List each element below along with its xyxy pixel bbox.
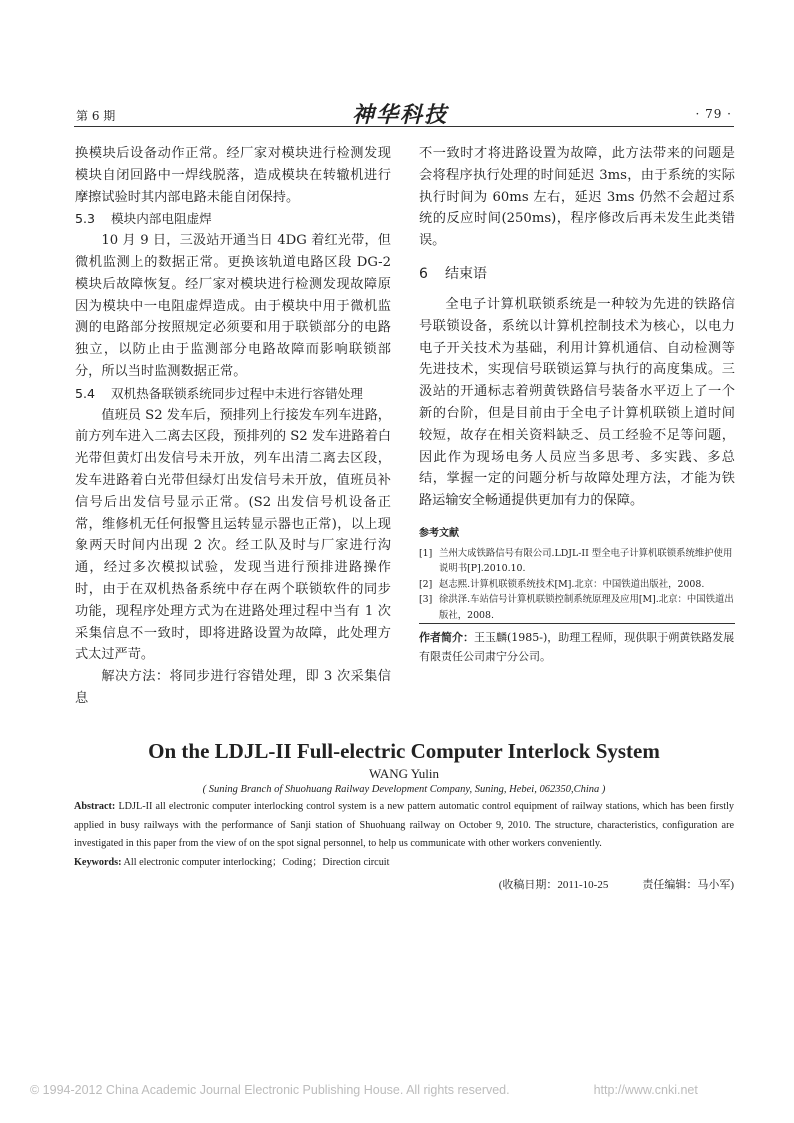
- section-title: 模块内部电阻虚焊: [111, 211, 212, 227]
- body-paragraph: 值班员 S2 发车后，预排列上行接发车列车进路，前方列车进入二离去区段，预排列的 S2 发车进路着白光带但黄灯出发信号未开放，列车出清二离去区段，发车进路着白光带但绿灯出发信号未开放，值班员补信号后出发信号显示正常。(S2 出发信号机设备正常，维修机无任何报警且运转显示器也正常)，以上现象两天时间内出现 2 次。经工队及时与厂家进行沟通，经过多次模拟试验，发现当进行预排进路操作时，由于在双机热备系统中存在两个联锁软件的同步功能，现程序处理方式为在进路处理过程中当有 1 次采集信息不一致时，即将进路设置为故障，此处理方式太过严苛。: [75, 407, 391, 663]
- left-column: [75, 143, 391, 710]
- reference-item: [419, 592, 735, 623]
- english-affiliation: ( Suning Branch of Shuohuang Railway Development Company, Suning, Hebei, 062350,China ): [202, 784, 606, 795]
- reference-number: [3]: [419, 594, 433, 606]
- body-paragraph: 解决方法：将同步进行容错处理，即 3 次采集信息: [75, 669, 391, 706]
- reference-item: [419, 577, 735, 593]
- received-date-line: [74, 876, 734, 892]
- section-heading-6: [419, 262, 735, 286]
- author-bio: [419, 623, 735, 666]
- section-heading-5-4: [75, 383, 391, 405]
- section-heading-5-3: [75, 208, 391, 230]
- cnki-link[interactable]: http://www.cnki.net: [593, 1083, 698, 1097]
- reference-number: [1]: [419, 547, 433, 559]
- keywords-label: Keywords:: [74, 856, 122, 868]
- body-paragraph: 全电子计算机联锁系统是一种较为先进的铁路信号联锁设备，系统以计算机控制技术为核心，以电力电子开关技术为基础，利用计算机通信、自动检测等先进技术，实现信号联锁运算与执行的高度集成。三汲站的开通标志着朔黄铁路信号装备水平迈上了一个新的台阶，但是目前由于全电子计算机联锁上道时间较短，故存在相关资料缺乏、员工经验不足等问题，因此作为现场电务人员应当多思考、多实践、多总结，掌握一定的问题分析与故障处理方法，才能为铁路运输安全畅通提供更加有力的保障。: [419, 296, 735, 509]
- english-title: On the LDJL-II Full-electric Computer Interlock System: [148, 739, 660, 763]
- body-paragraph: 换模块后设备动作正常。经厂家对模块进行检测发现模块自闭回路中一焊线脱落，造成模块在转辙机进行摩擦试验时其内部电路未能自闭保持。: [75, 146, 391, 205]
- section-number: 5.3: [75, 211, 96, 227]
- journal-logo: 神华科技: [352, 102, 449, 128]
- references-title: 参考文献: [419, 527, 459, 539]
- copyright-footer: [30, 1083, 698, 1097]
- reference-number: [2]: [419, 578, 433, 590]
- body-paragraph: 10 月 9 日，三汲站开通当日 4DG 着红光带，但微机监测上的数据正常。更换该轨道电路区段 DG-2 模块后故障恢复。经厂家对模块进行检测发现故障原因为模块中一电阻虚焊造成。由于模块中用于微机监测的电路部分按照规定必须要和用于联锁部分的电路独立，以防止由于监测部分电路故障而影响联锁部分，所以当时监测数据正常。: [75, 233, 391, 379]
- body-paragraph: 不一致时才将进路设置为故障，此方法带来的问题是会将程序执行处理的时间延迟 3ms，由于系统的实际执行时间为 60ms 左右，延迟 3ms 仍然不会超过系统的反应时间(250ms)，程序修改后再未发生此类错误。: [419, 146, 735, 249]
- section-title: 结束语: [445, 265, 487, 282]
- section-title: 双机热备联锁系统同步过程中未进行容错处理: [111, 385, 363, 401]
- author-bio-label: 作者简介：: [419, 631, 474, 644]
- issue-label: 第 6 期: [76, 109, 116, 123]
- reference-text: 兰州大成铁路信号有限公司.LDJL-II 型全电子计算机联锁系统维护使用说明书[P].2010.10.: [439, 547, 733, 575]
- english-abstract-block: [74, 738, 734, 892]
- section-number: 5.4: [75, 385, 96, 401]
- keywords-text: All electronic computer interlocking；Coding；Direction circuit: [121, 856, 390, 868]
- author-bio-text: 王玉麟(1985-)，助理工程师，现供职于朔黄铁路发展有限责任公司肃宁分公司。: [419, 631, 735, 663]
- section-number: 6: [419, 265, 428, 282]
- abstract-text: LDJL-II all electronic computer interlocking control system is a new pattern automatic control equipment of railway stations, which has been firstly applied in busy railways with the performance of Sanji station of Shuohuang railway on October 9, 2010. The structure, characteristics, configuration are investigated in this paper from the view of on the spot signal personnel, to help us communicate with other workers conveniently.: [74, 801, 734, 849]
- responsible-editor: 责任编辑：马小军): [642, 878, 734, 891]
- reference-text: 赵志熙.计算机联锁系统技术[M].北京：中国铁道出版社，2008.: [439, 578, 705, 590]
- english-abstract: [74, 798, 734, 854]
- english-keywords: [74, 854, 734, 872]
- reference-item: [419, 546, 735, 577]
- english-author: WANG Yulin: [369, 766, 439, 781]
- copyright-text: © 1994-2012 China Academic Journal Electronic Publishing House. All rights reserved.: [30, 1083, 510, 1097]
- abstract-label: Abstract:: [74, 801, 116, 812]
- right-column: [419, 143, 735, 624]
- references: [419, 526, 735, 624]
- reference-text: 徐洪泽.车站信号计算机联锁控制系统原理及应用[M].北京：中国铁道出版社，2008.: [439, 594, 734, 621]
- received-date: (收稿日期：2011-10-25: [498, 878, 609, 891]
- page-number: · 79 ·: [695, 107, 732, 121]
- page-header: [74, 104, 734, 127]
